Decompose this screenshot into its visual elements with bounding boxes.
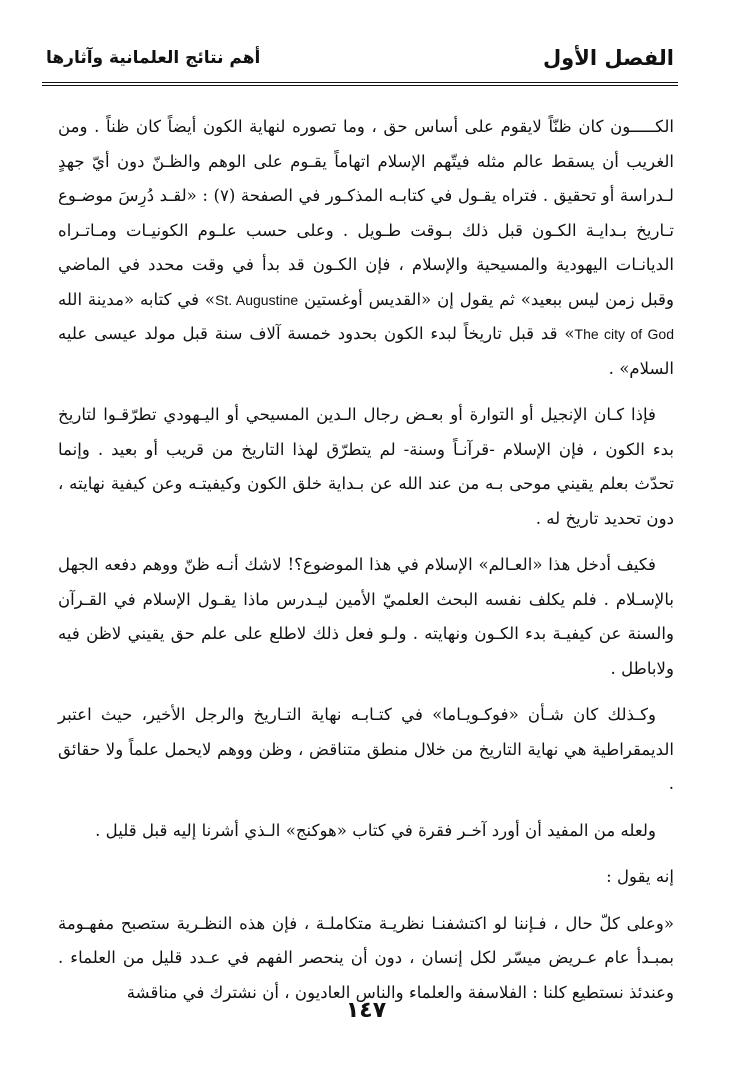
paragraph-5: ولعله من المفيد أن أورد آخـر فقرة في كتاب «هوكنج» الـذي أشرنا إليه قبل قليل .: [95, 820, 656, 840]
page-number: ١٤٧: [345, 998, 387, 1023]
latin-term: The city of God: [574, 326, 675, 342]
paragraph-2: فإذا كـان الإنجيل أو التوارة أو بعـض رجال الـدين المسيحي أو اليـهودي تطرّقـوا لتاريخ بدء الكون ، فإن الإسلام -قرآنـاً وسنة- لم يتطرّق لهذا التاريخ من قريب أو بعيد . وإنما تحدّث بعلم يقيني موحى بـه من عند الله عن بـداية خلق الكون وكيفيتـه وعن كيفية نهايته ، دون تحديد تاريخ له .: [58, 405, 674, 528]
paragraph-1: الكـــــون كان ظنّاً لايقوم على أساس حق ، وما تصوره لنهاية الكون أيضاً كان ظناً . ومن الغريب أن يسقط عالم مثله فيتّهم الإسلام اتهاماً يقـوم على الوهم والظـنّ دون أيّ جهدٍ لـدراسة أو تحقيق . فتراه يقـول في كتابـه المذكـور في الصفحة (٧) : «لقـد دُرِسَ موضـوع تـاريخ بـدايـة الكـون قبل ذلك بـوقت طـويل . وعلى حسب علـوم الكونيـات ومـاتـراه الديانـات اليهودية والمسيحية والإسلام ، فإن الكـون قد بدأ في وقت محدد في الماضي وقبل زمن ليس ببعيد» ثم يقول إن «القديس أوغستين St. Augustine» في كتابه «مدينة الله The city of God» قد قبل تاريخاً لبدء الكون بحدود خمسة آلاف سنة قبل مولد عيسى عليه السلام» .: [58, 117, 675, 378]
paragraph-4: وكـذلك كان شـأن «فوكـويـاما» في كتـابـه نهاية التـاريخ والرجل الأخير، حيث اعتبر الديمقراطية هي نهاية التاريخ من خلال منطق متناقض ، وظن ووهم لايحمل علماً ولا حقائق .: [58, 705, 674, 793]
section-subtitle: أهم نتائج العلمانية وآثارها: [46, 48, 261, 68]
paragraph-6: إنه يقول :: [606, 867, 674, 886]
paragraph-7: «وعلى كلّ حال ، فـإننا لو اكتشفنـا نظريـة متكاملـة ، فإن هذه النظـرية ستصبح مفهـومة بمبـدأ عام عـريض ميسّر لكل إنسان ، دون أن ينحصر الفهم في عـدد قليل من العلماء . وعندئذ نستطيع كلنا : الفلاسفة والعلماء والناس العاديون ، أن نشترك في مناقشة: [58, 913, 674, 1002]
running-header: [42, 42, 678, 86]
page-body: [58, 110, 674, 1022]
chapter-title: الفصل الأول: [542, 46, 674, 70]
latin-term: St. Augustine: [215, 291, 299, 308]
paragraph-3: فكيف أدخل هذا «العـالم» الإسلام في هذا الموضوع؟! لاشك أنـه ظنّ ووهم دفعه الجهل بالإسـلام . فلم يكلف نفسه البحث العلميّ الأمين ليـدرس ماذا يقـول الإسلام في القـرآن والسنة عن كيفيـة بدء الكـون ونهايته . ولـو فعل ذلك لاطلع على علم حق يقيني لاظن فيه ولاباطل .: [58, 555, 674, 678]
